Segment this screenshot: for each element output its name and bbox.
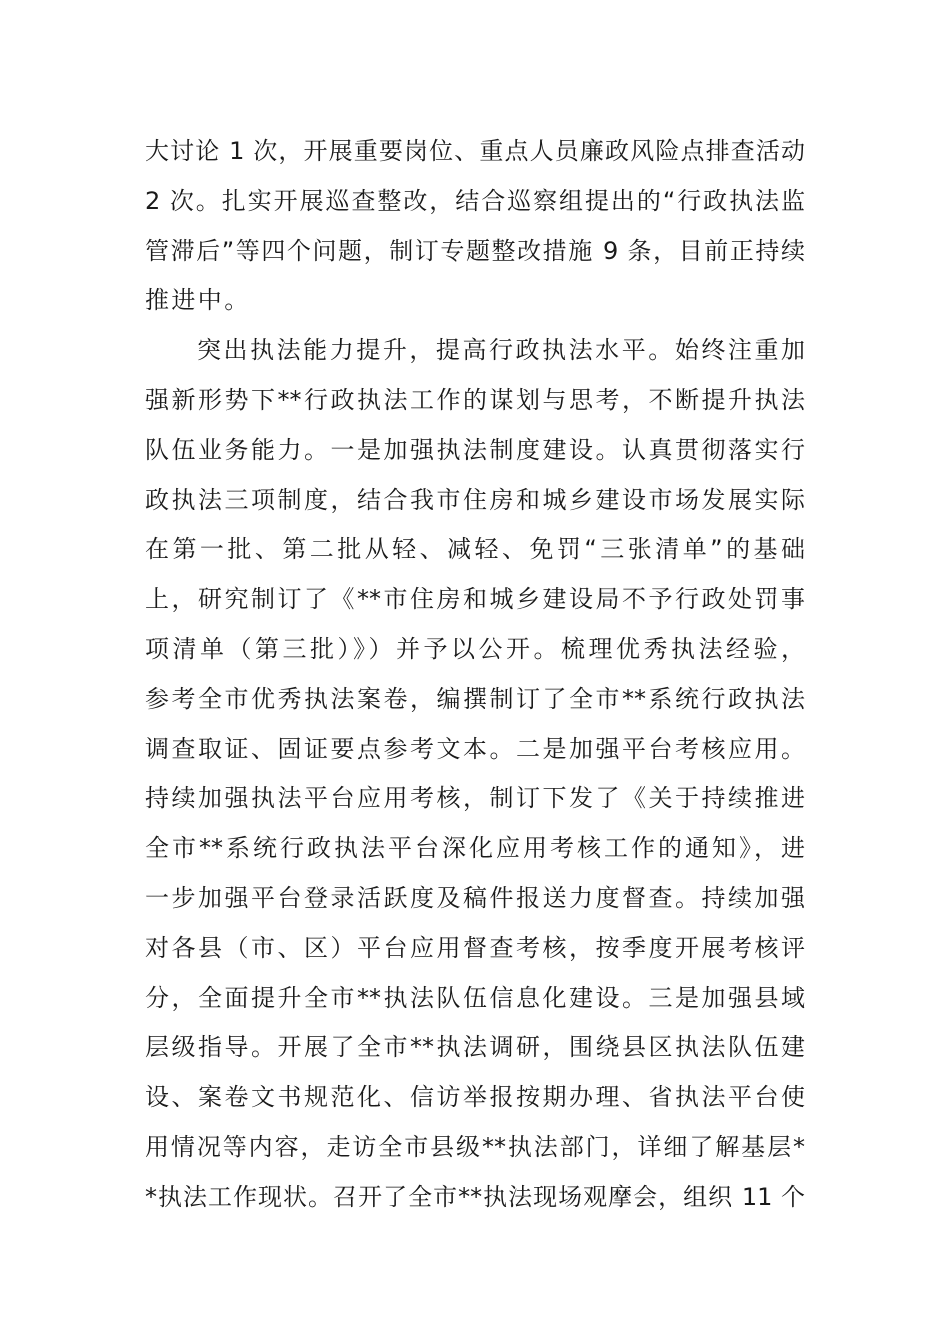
text-line: 对各县（市、区）平台应用督查考核，按季度开展考核评 bbox=[145, 933, 805, 962]
text-line: 设、案卷文书规范化、信访举报按期办理、省执法平台使 bbox=[145, 1083, 805, 1112]
paragraph-2 bbox=[145, 326, 805, 1222]
text-line: 突出执法能力提升，提高行政执法水平。始终注重加 bbox=[197, 336, 805, 365]
document-body bbox=[145, 127, 805, 1223]
text-line: 分，全面提升全市**执法队伍信息化建设。三是加强县域 bbox=[145, 983, 805, 1012]
paragraph-1 bbox=[145, 127, 805, 326]
text-line: 2 次。扎实开展巡查整改，结合巡察组提出的“行政执法监 bbox=[145, 186, 805, 215]
text-line: 参考全市优秀执法案卷，编撰制订了全市**系统行政执法 bbox=[145, 684, 805, 713]
text-line: 项清单（第三批）》）并予以公开。梳理优秀执法经验， bbox=[145, 634, 805, 663]
text-line: 大讨论 1 次，开展重要岗位、重点人员廉政风险点排查活动 bbox=[145, 137, 805, 165]
text-line: 层级指导。开展了全市**执法调研，围绕县区执法队伍建 bbox=[145, 1033, 805, 1062]
text-line: 持续加强执法平台应用考核，制订下发了《关于持续推进 bbox=[145, 784, 805, 813]
text-line: 上，研究制订了《**市住房和城乡建设局不予行政处罚事 bbox=[145, 585, 805, 614]
text-line: *执法工作现状。召开了全市**执法现场观摩会，组织 11 个 bbox=[145, 1182, 805, 1211]
text-line: 调查取证、固证要点参考文本。二是加强平台考核应用。 bbox=[145, 734, 805, 763]
text-line: 全市**系统行政执法平台深化应用考核工作的通知》，进 bbox=[145, 834, 805, 863]
text-line: 在第一批、第二批从轻、减轻、免罚“三张清单”的基础 bbox=[145, 535, 805, 564]
text-line: 队伍业务能力。一是加强执法制度建设。认真贯彻落实行 bbox=[145, 435, 805, 464]
text-line: 政执法三项制度，结合我市住房和城乡建设市场发展实际 bbox=[145, 485, 805, 514]
text-line: 用情况等内容，走访全市县级**执法部门，详细了解基层* bbox=[145, 1132, 805, 1161]
text-line: 一步加强平台登录活跃度及稿件报送力度督查。持续加强 bbox=[145, 883, 805, 912]
text-line: 管滞后”等四个问题，制订专题整改措施 9 条，目前正持续 bbox=[145, 236, 805, 265]
text-line: 推进中。 bbox=[145, 286, 251, 315]
text-line: 强新形势下**行政执法工作的谋划与思考，不断提升执法 bbox=[145, 385, 805, 414]
